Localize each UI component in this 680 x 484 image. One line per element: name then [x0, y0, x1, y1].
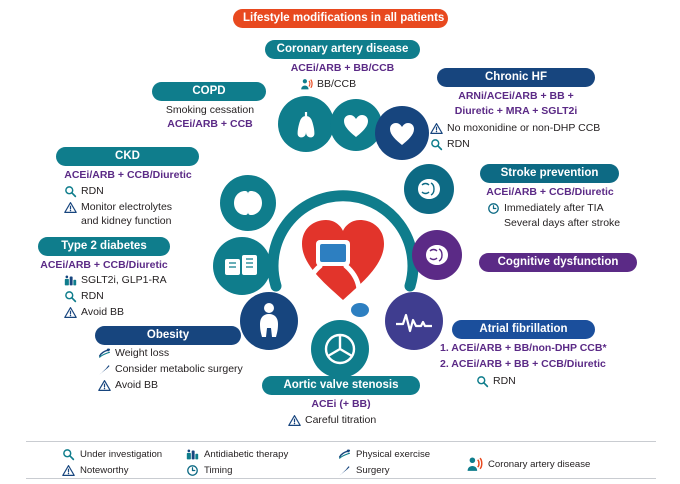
legend-item-under-investigation: [62, 448, 162, 461]
node-title-stroke: Stroke prevention: [480, 164, 619, 183]
copd-line-1: Smoking cessation: [165, 104, 255, 116]
ckd-line-1: ACEi/ARB + CCB/Diuretic: [64, 169, 192, 181]
antidiabetic-therapy-icon: [64, 274, 77, 287]
diabetes-line-1: ACEi/ARB + CCB/Diuretic: [40, 259, 168, 271]
node-title-obesity: Obesity: [95, 326, 241, 345]
noteworthy-icon: [98, 379, 111, 392]
noteworthy-icon: [288, 414, 301, 427]
antidiabetic-therapy-icon: [186, 448, 199, 461]
stroke-line-1: ACEi/ARB + CCB/Diuretic: [486, 186, 614, 198]
coronary-artery-disease-icon: [300, 78, 313, 91]
chronic-hf-line-1: ARNi/ACEi/ARB + BB +: [458, 90, 574, 102]
obesity-line-2: Consider metabolic surgery: [115, 363, 243, 375]
pancreas-diabetes-circle: [213, 237, 271, 295]
legend-item-coronary-artery-disease: [466, 456, 590, 473]
legend-label: Noteworthy: [80, 465, 129, 476]
obesity-line-1: Weight loss: [115, 347, 170, 359]
afib-line-3-row: [476, 375, 516, 389]
node-title-diabetes: Type 2 diabetes: [38, 237, 170, 256]
legend-item-surgery: [338, 464, 390, 477]
under-investigation-icon: [476, 375, 489, 388]
ckd-line-3: Monitor electrolytes: [81, 201, 173, 213]
ckd-line-2-row: [64, 185, 104, 199]
obesity-line-1-row: [98, 347, 169, 361]
heart-circle: [330, 99, 382, 151]
ckd-line-4: and kidney function: [81, 215, 172, 227]
brain-cognitive-circle: [412, 230, 462, 280]
chronic-hf-line-3-row: [430, 122, 600, 136]
legend-label: Antidiabetic therapy: [204, 449, 289, 460]
coronary-artery-disease-icon: [466, 456, 483, 473]
node-title-afib: Atrial fibrillation: [452, 320, 595, 339]
noteworthy-icon: [430, 122, 443, 135]
legend-item-antidiabetic-therapy: [186, 448, 288, 461]
stroke-line-2-row: [487, 202, 604, 216]
noteworthy-icon: [62, 464, 75, 477]
stroke-line-2: Immediately after TIA: [504, 202, 604, 214]
legend-label: Physical exercise: [356, 449, 431, 460]
node-title-aortic: Aortic valve stenosis: [262, 376, 420, 395]
diabetes-line-3-row: [64, 290, 104, 304]
under-investigation-icon: [64, 290, 77, 303]
kidneys-circle: [220, 175, 276, 231]
surgery-icon: [98, 363, 111, 376]
aortic-line-2: Careful titration: [305, 414, 377, 426]
diabetes-line-4: Avoid BB: [81, 306, 124, 318]
noteworthy-icon: [64, 201, 77, 214]
timing-icon: [186, 464, 199, 477]
physical-exercise-icon: [98, 347, 111, 360]
title-banner: Lifestyle modifications in all patients: [233, 9, 448, 28]
afib-line-3: RDN: [493, 375, 516, 387]
ecg-circle: [385, 292, 443, 350]
diabetes-line-4-row: [64, 306, 124, 320]
chronic-hf-line-4-row: [430, 138, 470, 152]
legend-item-timing: [186, 464, 232, 477]
aortic-line-2-row: [288, 414, 376, 428]
stroke-line-3: Several days after stroke: [504, 217, 621, 229]
diabetes-line-2-row: [64, 274, 167, 288]
legend-item-noteworthy: [62, 464, 129, 477]
node-title-ckd: CKD: [56, 147, 199, 166]
legend-label: Coronary artery disease: [488, 459, 591, 470]
obesity-line-2-row: [98, 363, 243, 377]
node-title-chronic-hf: Chronic HF: [437, 68, 595, 87]
legend-item-physical-exercise: [338, 448, 430, 461]
node-title-coronary: Coronary artery disease: [265, 40, 420, 59]
under-investigation-icon: [64, 185, 77, 198]
coronary-line-1: ACEi/ARB + BB/CCB: [290, 62, 395, 74]
timing-icon: [487, 202, 500, 215]
under-investigation-icon: [430, 138, 443, 151]
afib-line-2: 2. ACEi/ARB + BB + CCB/Diuretic: [440, 358, 606, 370]
physical-exercise-icon: [338, 448, 351, 461]
legend-label: Timing: [204, 465, 233, 476]
chronic-hf-line-4: RDN: [447, 138, 470, 150]
noteworthy-icon: [64, 306, 77, 319]
obesity-line-3-row: [98, 379, 158, 393]
copd-line-2: ACEi/ARB + CCB: [167, 118, 253, 130]
ckd-line-3-row: [64, 201, 172, 215]
under-investigation-icon: [62, 448, 75, 461]
diabetes-line-3: RDN: [81, 290, 104, 302]
legend-label: Surgery: [356, 465, 390, 476]
aortic-line-1: ACEi (+ BB): [311, 398, 371, 410]
coronary-line-2: BB/CCB: [317, 78, 357, 90]
lungs-circle: [278, 96, 334, 152]
chronic-hf-line-2: Diuretic + MRA + SGLT2i: [454, 105, 578, 117]
chronic-hf-line-3: No moxonidine or non-DHP CCB: [447, 122, 601, 134]
diabetes-line-2: SGLT2i, GLP1-RA: [81, 274, 167, 286]
surgery-icon: [338, 464, 351, 477]
obesity-body-circle: [240, 292, 298, 350]
node-title-cognitive: Cognitive dysfunction: [479, 253, 637, 272]
node-title-copd: COPD: [152, 82, 266, 101]
obesity-line-3: Avoid BB: [115, 379, 158, 391]
legend-label: Under investigation: [80, 449, 163, 460]
brain-stroke-circle: [404, 164, 454, 214]
legend: [26, 441, 656, 479]
afib-line-1: 1. ACEi/ARB + BB/non-DHP CCB*: [440, 342, 607, 354]
aortic-valve-circle: [311, 320, 369, 378]
ckd-line-2: RDN: [81, 185, 104, 197]
coronary-line-2-row: [300, 78, 356, 92]
chronic-hf-heart-circle: [375, 106, 429, 160]
